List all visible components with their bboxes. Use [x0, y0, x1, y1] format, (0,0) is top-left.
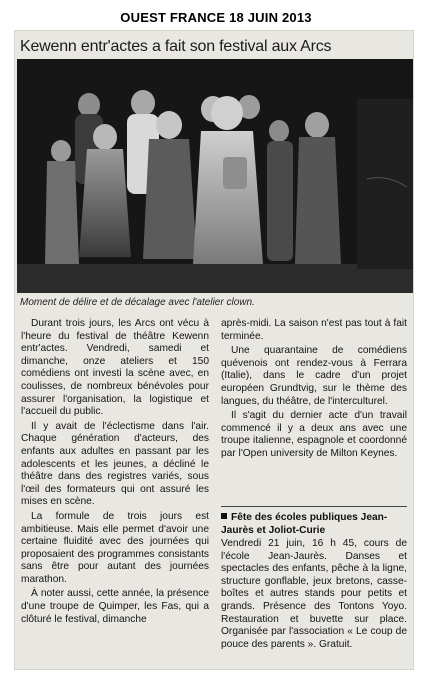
article-photo — [17, 59, 413, 293]
brief-body — [221, 538, 407, 653]
brief-title-text: Fête des écoles publiques Jean-Jaurès et Joliot-Curie — [221, 512, 388, 536]
article-paragraph: À noter aussi, cette année, la présence d'une troupe de Quimper, les Fas, qui a clôturé le festival, dimanche — [21, 588, 209, 625]
article-paragraph: après-midi. La saison n'est pas tout à fait terminée. — [221, 318, 407, 342]
article-headline: Kewenn entr'actes a fait son festival aux Arcs — [20, 38, 332, 55]
brief-divider — [221, 506, 407, 507]
brief-title — [221, 512, 407, 537]
brief-paragraph: Vendredi 21 juin, 16 h 45, cours de l'école Jean-Jaurès. Danses et spectacles des enfants, pêche à la ligne, structure gonflable, jeux bretons, casse-boîtes et autres stands pour petits et grands. Présence des Tontons Yoyo. Restauration et buvette sur place. Organisée par l'association « Le coup de pouce des parents ». Gratuit. — [221, 538, 407, 650]
bullet-square-icon — [221, 513, 227, 519]
article-column-2 — [221, 318, 407, 463]
article-paragraph: Il s'agit du dernier acte d'un travail commencé il y a deux ans avec une troupe italienne, espagnole et coordonné par l'Open university de Milton Keynes. — [221, 410, 407, 459]
article-paragraph: Une quarantaine de comédiens quévenois ont rendez-vous à Ferrara (Italie), dans le cadre d'un projet européen Grundtvig, sur le thème des langues, du théâtre, de l'interculturel. — [221, 345, 407, 407]
article-paragraph: Durant trois jours, les Arcs ont vécu à l'heure du festival de théâtre Kewenn entr'actes. Vendredi, samedi et dimanche, onze ateliers et 150 comédiens ont investi la scène avec, en coulisses, de nombreux bénévoles pour assurer l'organisation, la logistique et l'accueil du public. — [21, 318, 209, 418]
stage-photo-illustration — [17, 59, 413, 293]
article-column-1 — [21, 318, 209, 628]
article-paragraph: La formule de trois jours est ambitieuse. Mais elle permet d'avoir une certaine fluidité avec des journées qui proposaient des programmes consistants sans être pour autant des journées marathon. — [21, 510, 209, 585]
newspaper-source-header: OUEST FRANCE 18 JUIN 2013 — [120, 10, 312, 25]
photo-caption: Moment de délire et de décalage avec l'atelier clown. — [20, 297, 255, 308]
article-paragraph: Il y avait de l'éclectisme dans l'air. Chaque génération d'acteurs, des enfants aux adultes en passant par les adolescents et les jeunes, a décliné le théâtre dans des registres variés, sous l'œil des formateurs qui ont assuré les mises en scène. — [21, 420, 209, 508]
